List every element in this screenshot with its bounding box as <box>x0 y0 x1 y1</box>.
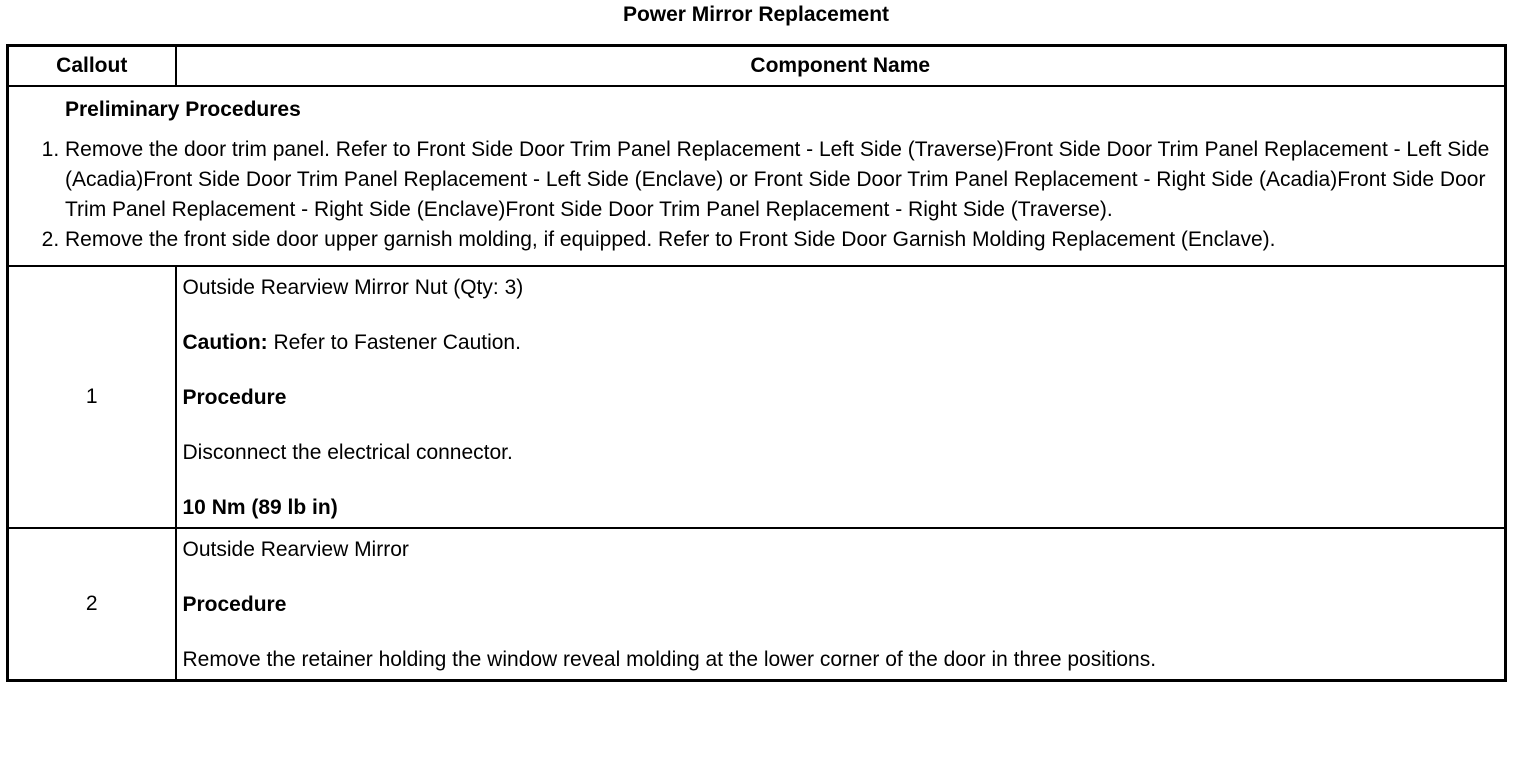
procedure-table <box>6 44 1507 682</box>
callout-number: 1 <box>8 266 176 528</box>
procedure-text: Remove the retainer holding the window reveal molding at the lower corner of the door in three positions. <box>182 648 1157 671</box>
callout-header: Callout <box>8 46 176 87</box>
preliminary-step: 2. Remove the front side door upper garnish molding, if equipped. Refer to Front Side Door Garnish Molding Replacement (Enclave). <box>65 225 1494 255</box>
preliminary-cell <box>8 86 1506 266</box>
callout-number: 2 <box>8 528 176 681</box>
procedure-heading: Procedure <box>182 386 287 409</box>
procedure-text: Disconnect the electrical connector. <box>182 441 513 464</box>
caution-text: Refer to Fastener Caution. <box>267 331 521 354</box>
preliminary-steps <box>27 135 1494 255</box>
table-row <box>8 266 1506 528</box>
table-row <box>8 528 1506 681</box>
component-name: Outside Rearview Mirror Nut (Qty: 3) <box>182 276 524 299</box>
preliminary-heading: Preliminary Procedures <box>65 98 301 121</box>
page-title: Power Mirror Replacement <box>622 3 890 26</box>
caution-note <box>183 328 1499 358</box>
component-cell <box>176 266 1506 528</box>
torque-spec: 10 Nm (89 lb in) <box>182 496 338 519</box>
component-header: Component Name <box>176 46 1506 87</box>
component-cell <box>176 528 1506 681</box>
header-row <box>8 46 1506 87</box>
preliminary-step: 1. Remove the door trim panel. Refer to Front Side Door Trim Panel Replacement - Left Side (Traverse)Front Side Door Trim Panel Replacement - Left Side (Acadia)Front Side Door Trim Panel Replacement - Left Side (Enclave) or Front Side Door Trim Panel Replacement - Right Side (Acadia)Front Side Door Trim Panel Replacement - Right Side (Enclave)Front Side Door Trim Panel Replacement - Right Side (Traverse). <box>65 135 1494 225</box>
caution-label: Caution: <box>182 331 268 354</box>
procedure-heading: Procedure <box>182 593 287 616</box>
preliminary-row <box>8 86 1506 266</box>
component-name: Outside Rearview Mirror <box>182 538 409 561</box>
